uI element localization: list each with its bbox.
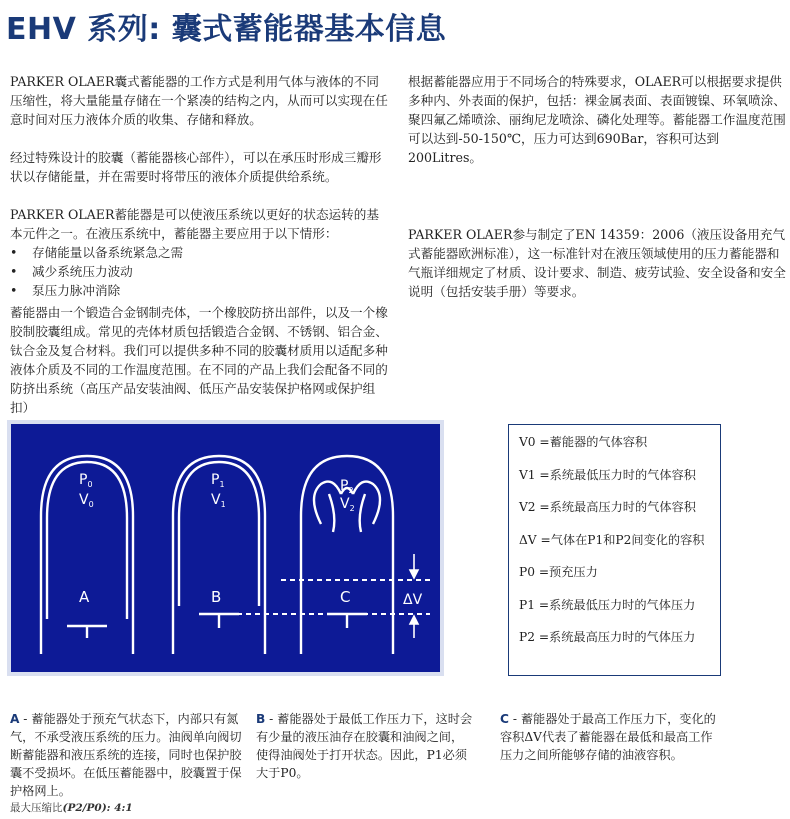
pressure-label-a: $P_0$ (79, 472, 93, 489)
page-title: EHV 系列: 囊式蓄能器基本信息 (6, 12, 447, 47)
list-item: • 泵压力脉冲消除 (10, 281, 390, 300)
list-item: • 减少系统压力波动 (10, 262, 390, 281)
volume-label-a: $V_0$ (79, 492, 94, 509)
state-label-c: C (340, 588, 351, 606)
symbol-legend (508, 424, 721, 676)
state-label-a: A (79, 588, 90, 606)
caption-c (500, 710, 722, 764)
caption-key-c: C (500, 712, 509, 726)
legend-item: P0 =预充压力 (519, 565, 598, 579)
pressure-label-b: $P_1$ (211, 472, 225, 489)
applications-paragraph: PARKER OLAER蓄能器是可以使液压系统以更好的状态运转的基本元件之一。在液压系统中，蓄能器主要应用于以下情形： (10, 207, 379, 241)
bladder-paragraph: 经过特殊设计的胶囊（蓄能器核心部件），可以在承压时形成三瓣形状以存储能量，并在需要时将带压的液体介质提供给系统。 (10, 150, 382, 184)
standard-paragraph: PARKER OLAER参与制定了EN 14359：2006（液压设备用充气式蓄能器欧洲标准），这一标准针对在液压领域使用的压力蓄能器和气瓶详细规定了材质、设计要求、制造、疲劳试验、安全设备和安全说明（包括安装手册）等要求。 (408, 227, 786, 299)
applications-list (10, 243, 390, 300)
legend-item: ΔV =气体在P1和P2间变化的容积 (519, 532, 705, 547)
caption-text-c: - 蓄能器处于最高工作压力下，变化的容积ΔV代表了蓄能器在最低和最高工作压力之间所能够存储的油液容积。 (500, 712, 716, 762)
ratio-label: 最大压缩比 (10, 802, 63, 814)
right-column (408, 72, 788, 301)
construction-paragraph: 蓄能器由一个锻造合金钢制壳体，一个橡胶防挤出部件，以及一个橡胶制胶囊组成。常见的壳体材质包括锻造合金钢、不锈钢、铝合金、钛合金及复合材料。我们可以提供多种不同的胶囊材质用以适配多种液体介质及不同的工作温度范围。在不同的产品上我们会配备不同的防挤出系统（高压产品安装油阀、低压产品安装保护格网或保护组扣） (10, 305, 388, 415)
caption-b (256, 710, 474, 782)
accumulator-states-svg (11, 424, 440, 672)
pressure-label-c: $P_2$ (340, 478, 354, 495)
caption-a (10, 710, 242, 800)
left-column (10, 72, 390, 417)
legend-item: V2 =系统最高压力时的气体容积 (519, 500, 696, 514)
intro-paragraph: PARKER OLAER囊式蓄能器的工作方式是利用气体与液体的不同压缩性，将大量能量存储在一个紧凑的结构之内，从而可以实现在任意时间对压力液体介质的收集、存储和释放。 (10, 74, 388, 127)
volume-label-b: $V_1$ (211, 492, 226, 509)
caption-key-b: B (256, 712, 266, 726)
accumulator-diagram (7, 420, 444, 676)
ratio-value: (P2/P0): 4:1 (62, 802, 133, 814)
volume-label-c: $V_2$ (340, 496, 355, 513)
caption-text-a: - 蓄能器处于预充气状态下，内部只有氮气，不承受液压系统的压力。油阀单向阀切断蓄能器和液压系统的连接，同时也保护胶囊不受损坏。在低压蓄能器中，胶囊置于保护格网上。 (10, 712, 242, 798)
legend-item: V1 =系统最低压力时的气体容积 (519, 467, 696, 482)
legend-item: P2 =系统最高压力时的气体压力 (519, 630, 696, 644)
protection-paragraph: 根据蓄能器应用于不同场合的特殊要求，OLAER可以根据要求提供多种内、外表面的保护，包括：裸金属表面、表面镀镍、环氧喷涂、聚四氟乙烯喷涂、丽绚尼龙喷涂、磷化处理等。蓄能器工作温度范围可以达到-50-150℃，压力可达到690Bar，容积可达到200Litres。 (408, 74, 786, 165)
caption-key-a: A (10, 712, 20, 726)
list-item: • 存储能量以备系统紧急之需 (10, 243, 390, 262)
legend-item: V0 =蓄能器的气体容积 (519, 435, 648, 449)
delta-v-label: ΔV (403, 592, 423, 608)
compression-ratio (10, 800, 133, 815)
state-label-b: B (211, 588, 222, 606)
legend-item: P1 =系统最低压力时的气体压力 (519, 597, 696, 612)
caption-text-b: - 蓄能器处于最低工作压力下，这时会有少量的液压油存在胶囊和油阀之间，使得油阀处于打开状态。因此，P1必须大于P0。 (256, 712, 473, 780)
